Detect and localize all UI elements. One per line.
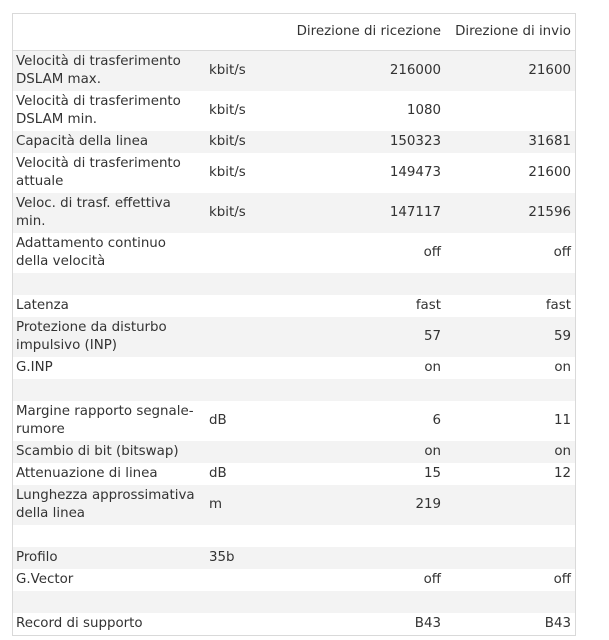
- row-send-value: [445, 547, 575, 569]
- row-label: Margine rapporto segnale-rumore: [16, 404, 194, 437]
- table-row: [13, 357, 575, 379]
- row-send-value: off: [553, 572, 571, 587]
- table-row: [13, 131, 575, 153]
- row-receive-value: 149473: [389, 165, 441, 180]
- row-receive-value: [254, 525, 445, 547]
- row-unit: 35b: [209, 550, 235, 565]
- row-label: G.INP: [16, 360, 53, 375]
- row-unit: [206, 317, 254, 357]
- table-row: [13, 193, 575, 233]
- row-label: [13, 379, 206, 401]
- header-label: [13, 14, 206, 51]
- row-unit: [206, 525, 254, 547]
- table-row: [13, 569, 575, 591]
- table-row: [13, 153, 575, 193]
- row-unit: [206, 569, 254, 591]
- table-spacer-row: [13, 591, 575, 613]
- table-row: [13, 295, 575, 317]
- row-label: Adattamento continuo della velocità: [16, 236, 166, 269]
- row-label: Record di supporto: [16, 616, 143, 631]
- row-label: [13, 273, 206, 295]
- row-unit: [206, 233, 254, 273]
- row-unit: kbit/s: [209, 134, 246, 149]
- row-send-value: fast: [545, 298, 571, 313]
- row-receive-value: off: [423, 245, 441, 260]
- row-receive-value: 216000: [389, 63, 441, 78]
- row-send-value: on: [554, 444, 571, 459]
- row-label: Velocità di trasferimento DSLAM max.: [16, 54, 181, 87]
- row-label: Profilo: [16, 550, 58, 565]
- row-send-value: 12: [553, 466, 571, 481]
- table-spacer-row: [13, 273, 575, 295]
- row-receive-value: 6: [432, 413, 441, 428]
- row-send-value: 11: [553, 413, 571, 428]
- row-unit: [206, 613, 254, 635]
- row-receive-value: on: [424, 360, 441, 375]
- table-row: [13, 441, 575, 463]
- row-label: Protezione da disturbo impulsivo (INP): [16, 320, 167, 353]
- row-receive-value: on: [424, 444, 441, 459]
- row-unit: [206, 295, 254, 317]
- row-label: Velocità di trasferimento attuale: [16, 156, 181, 189]
- row-unit: dB: [209, 413, 227, 428]
- row-send-value: [445, 591, 575, 613]
- row-receive-value: B43: [414, 616, 441, 631]
- row-label: [13, 591, 206, 613]
- row-receive-value: 15: [423, 466, 441, 481]
- row-unit: dB: [209, 466, 227, 481]
- row-receive-value: [254, 547, 445, 569]
- row-send-value: [445, 91, 575, 131]
- table-row: [13, 485, 575, 525]
- table-row: [13, 463, 575, 485]
- table-spacer-row: [13, 525, 575, 547]
- row-send-value: [445, 379, 575, 401]
- row-label: Attenuazione di linea: [16, 466, 158, 481]
- row-label: Capacità della linea: [16, 134, 149, 149]
- table-row: [13, 613, 575, 635]
- table-row: [13, 233, 575, 273]
- row-label: Lunghezza approssimativa della linea: [16, 488, 195, 521]
- header-send-direction: Direzione di invio: [445, 14, 575, 51]
- header-receive-direction: Direzione di ricezione: [254, 14, 445, 51]
- row-unit: [206, 273, 254, 295]
- row-send-value: 59: [553, 329, 571, 344]
- row-receive-value: [254, 273, 445, 295]
- table-row: [13, 547, 575, 569]
- row-label: G.Vector: [16, 572, 74, 587]
- row-receive-value: off: [423, 572, 441, 587]
- row-unit: kbit/s: [209, 165, 246, 180]
- header-unit: [206, 14, 254, 51]
- row-label: [13, 525, 206, 547]
- row-send-value: 21596: [528, 205, 571, 220]
- row-unit: [206, 379, 254, 401]
- row-receive-value: 1080: [406, 103, 441, 118]
- row-receive-value: 150323: [389, 134, 441, 149]
- row-label: Veloc. di trasf. effettiva min.: [16, 196, 171, 229]
- table-row: [13, 51, 575, 92]
- row-unit: [206, 591, 254, 613]
- row-receive-value: 57: [423, 329, 441, 344]
- row-unit: kbit/s: [209, 63, 246, 78]
- row-send-value: [445, 273, 575, 295]
- row-send-value: 31681: [528, 134, 571, 149]
- row-receive-value: [254, 591, 445, 613]
- row-receive-value: 219: [415, 497, 441, 512]
- row-send-value: [445, 485, 575, 525]
- table-row: [13, 91, 575, 131]
- row-label: Velocità di trasferimento DSLAM min.: [16, 94, 181, 127]
- row-send-value: on: [554, 360, 571, 375]
- row-send-value: off: [553, 245, 571, 260]
- row-receive-value: [254, 379, 445, 401]
- row-receive-value: 147117: [389, 205, 441, 220]
- table-row: [13, 401, 575, 441]
- dsl-line-table: [13, 14, 575, 635]
- row-send-value: [445, 525, 575, 547]
- table-header-row: [13, 14, 575, 51]
- row-unit: kbit/s: [209, 103, 246, 118]
- row-receive-value: fast: [415, 298, 441, 313]
- row-unit: kbit/s: [209, 205, 246, 220]
- row-send-value: 21600: [528, 63, 571, 78]
- row-unit: [206, 357, 254, 379]
- dsl-info-panel: [12, 13, 576, 636]
- row-send-value: 21600: [528, 165, 571, 180]
- row-send-value: B43: [544, 616, 571, 631]
- table-row: [13, 317, 575, 357]
- row-label: Scambio di bit (bitswap): [16, 444, 179, 459]
- table-spacer-row: [13, 379, 575, 401]
- row-unit: m: [209, 497, 223, 512]
- row-unit: [206, 441, 254, 463]
- row-label: Latenza: [16, 298, 69, 313]
